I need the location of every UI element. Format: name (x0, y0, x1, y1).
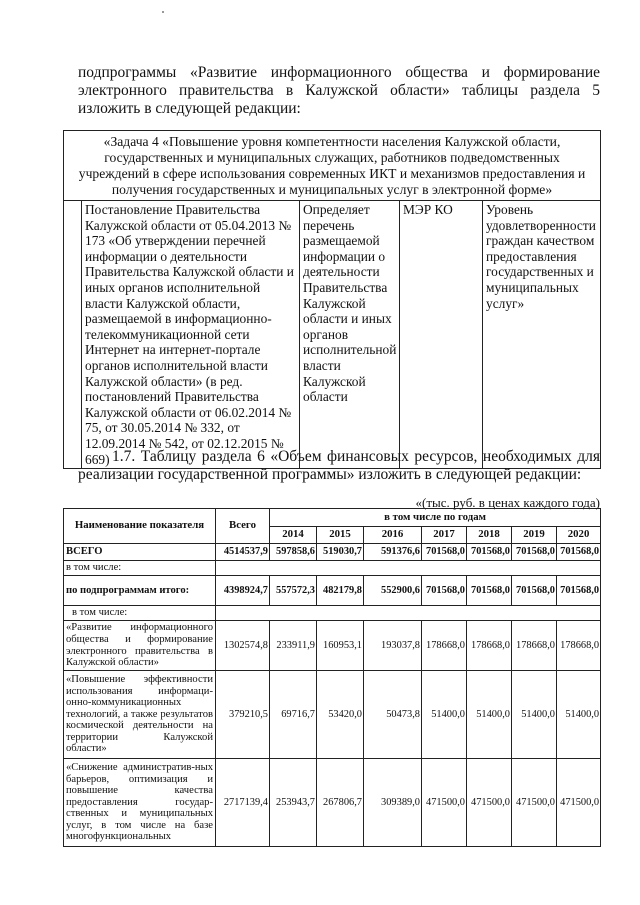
year-value: 51400,0 (467, 671, 512, 759)
row-label: в том числе: (64, 606, 216, 621)
col-header-name: Наименование показателя (64, 509, 216, 544)
year-value: 53420,0 (317, 671, 364, 759)
table-row (64, 606, 601, 621)
year-value: 557572,3 (270, 576, 317, 606)
year-value: 178668,0 (467, 621, 512, 671)
year-header: 2017 (422, 527, 467, 544)
header-row (64, 509, 601, 527)
year-value: 701568,0 (512, 544, 557, 561)
year-value: 701568,0 (557, 544, 601, 561)
finance-table (63, 508, 601, 847)
year-value: 597858,6 (270, 544, 317, 561)
year-value: 519030,7 (317, 544, 364, 561)
table-row (64, 561, 601, 576)
scan-speck (162, 11, 164, 13)
year-value: 591376,6 (364, 544, 422, 561)
table-row (64, 576, 601, 606)
year-value: 701568,0 (467, 544, 512, 561)
year-value: 701568,0 (422, 544, 467, 561)
year-value: 267806,7 (317, 759, 364, 847)
year-value: 701568,0 (422, 576, 467, 606)
year-value: 482179,8 (317, 576, 364, 606)
expected-result: Уровень удовлетворенности граждан качеством предоставления государственных и муниципальных услуг» (483, 201, 601, 469)
year-header: 2020 (557, 527, 601, 544)
table-row (64, 671, 601, 759)
year-value: 309389,0 (364, 759, 422, 847)
row-label: «Повышение эффективности использования информаци-онно-коммуникационных технологий, а также результатов космической деятельности на территории Калужской области» (64, 671, 216, 759)
table-row (64, 621, 601, 671)
year-header: 2019 (512, 527, 557, 544)
year-header: 2018 (467, 527, 512, 544)
year-value: 233911,9 (270, 621, 317, 671)
year-value: 69716,7 (270, 671, 317, 759)
units-note: «(тыс. руб. в ценах каждого года) (415, 495, 600, 510)
year-value: 471500,0 (557, 759, 601, 847)
empty-cell (216, 606, 601, 621)
year-value: 193037,8 (364, 621, 422, 671)
year-value: 552900,6 (364, 576, 422, 606)
row-label: в том числе: (64, 561, 216, 576)
row-total: 4398924,7 (216, 576, 270, 606)
measure-row (64, 201, 601, 469)
row-label: «Развитие информационного общества и формирование электронного правительства в Калужской области» (64, 621, 216, 671)
year-header: 2015 (317, 527, 364, 544)
year-value: 50473,8 (364, 671, 422, 759)
task-heading-row (64, 131, 601, 201)
row-total: 1302574,8 (216, 621, 270, 671)
row-total: 2717139,4 (216, 759, 270, 847)
year-value: 51400,0 (557, 671, 601, 759)
year-value: 160953,1 (317, 621, 364, 671)
year-value: 178668,0 (512, 621, 557, 671)
row-total: 4514537,9 (216, 544, 270, 561)
year-header: 2016 (364, 527, 422, 544)
year-value: 51400,0 (422, 671, 467, 759)
section-paragraph: 1.7. Таблицу раздела 6 «Объем финансовых ресурсов, необходимых для реализации государственной программы» изложить в следующей редакции: (78, 448, 600, 483)
row-label: по подпрограммам итого: (64, 576, 216, 606)
col-header-years-group: в том числе по годам (270, 509, 601, 527)
row-total: 379210,5 (216, 671, 270, 759)
measures-table (63, 130, 601, 469)
document-content: Определяет перечень размещаемой информации о деятельности Правительства Калужской области и иных органов исполнительной власти Калужской области (300, 201, 400, 469)
year-value: 471500,0 (422, 759, 467, 847)
year-value: 178668,0 (422, 621, 467, 671)
task-heading: «Задача 4 «Повышение уровня компетентности населения Калужской области, государственных и муниципальных служащих, работников подведомственных учреждений в сфере использования современных ИКТ и механизмов предоставления и получения государственных и муниципальных услуг в электронной форме» (64, 131, 601, 201)
year-value: 471500,0 (512, 759, 557, 847)
year-header: 2014 (270, 527, 317, 544)
table-row (64, 544, 601, 561)
empty-cell (216, 561, 601, 576)
year-value: 701568,0 (512, 576, 557, 606)
table-row (64, 759, 601, 847)
year-value: 253943,7 (270, 759, 317, 847)
row-number-cell (64, 201, 82, 469)
year-value: 178668,0 (557, 621, 601, 671)
year-value: 471500,0 (467, 759, 512, 847)
row-label: ВСЕГО (64, 544, 216, 561)
year-value: 51400,0 (512, 671, 557, 759)
responsible-executor: МЭР КО (400, 201, 483, 469)
regulatory-document: Постановление Правительства Калужской области от 05.04.2013 № 173 «Об утверждении перечней информации о деятельности Правительства Калужской области и иных органов исполнительной власти Калужской области, размещаемой в информационно-телекоммуникационной сети Интернет на интернет-портале органов исполнительной власти Калужской области» (в ред. постановлений Правительства Калужской области от 06.02.2014 № 75, от 30.05.2014 № 332, от 12.09.2014 № 542, от 02.12.2015 № 669) (82, 201, 300, 469)
row-label: «Снижение административ-ных барьеров, оптимизация и повышение качества предоставления государ-ственных и муниципальных услуг, в том числе на базе многофункциональных (64, 759, 216, 847)
year-value: 701568,0 (467, 576, 512, 606)
col-header-total: Всего (216, 509, 270, 544)
intro-paragraph: подпрограммы «Развитие информационного общества и формирование электронного правительства в Калужской области» таблицы раздела 5 изложить в следующей редакции: (78, 64, 600, 117)
year-value: 701568,0 (557, 576, 601, 606)
